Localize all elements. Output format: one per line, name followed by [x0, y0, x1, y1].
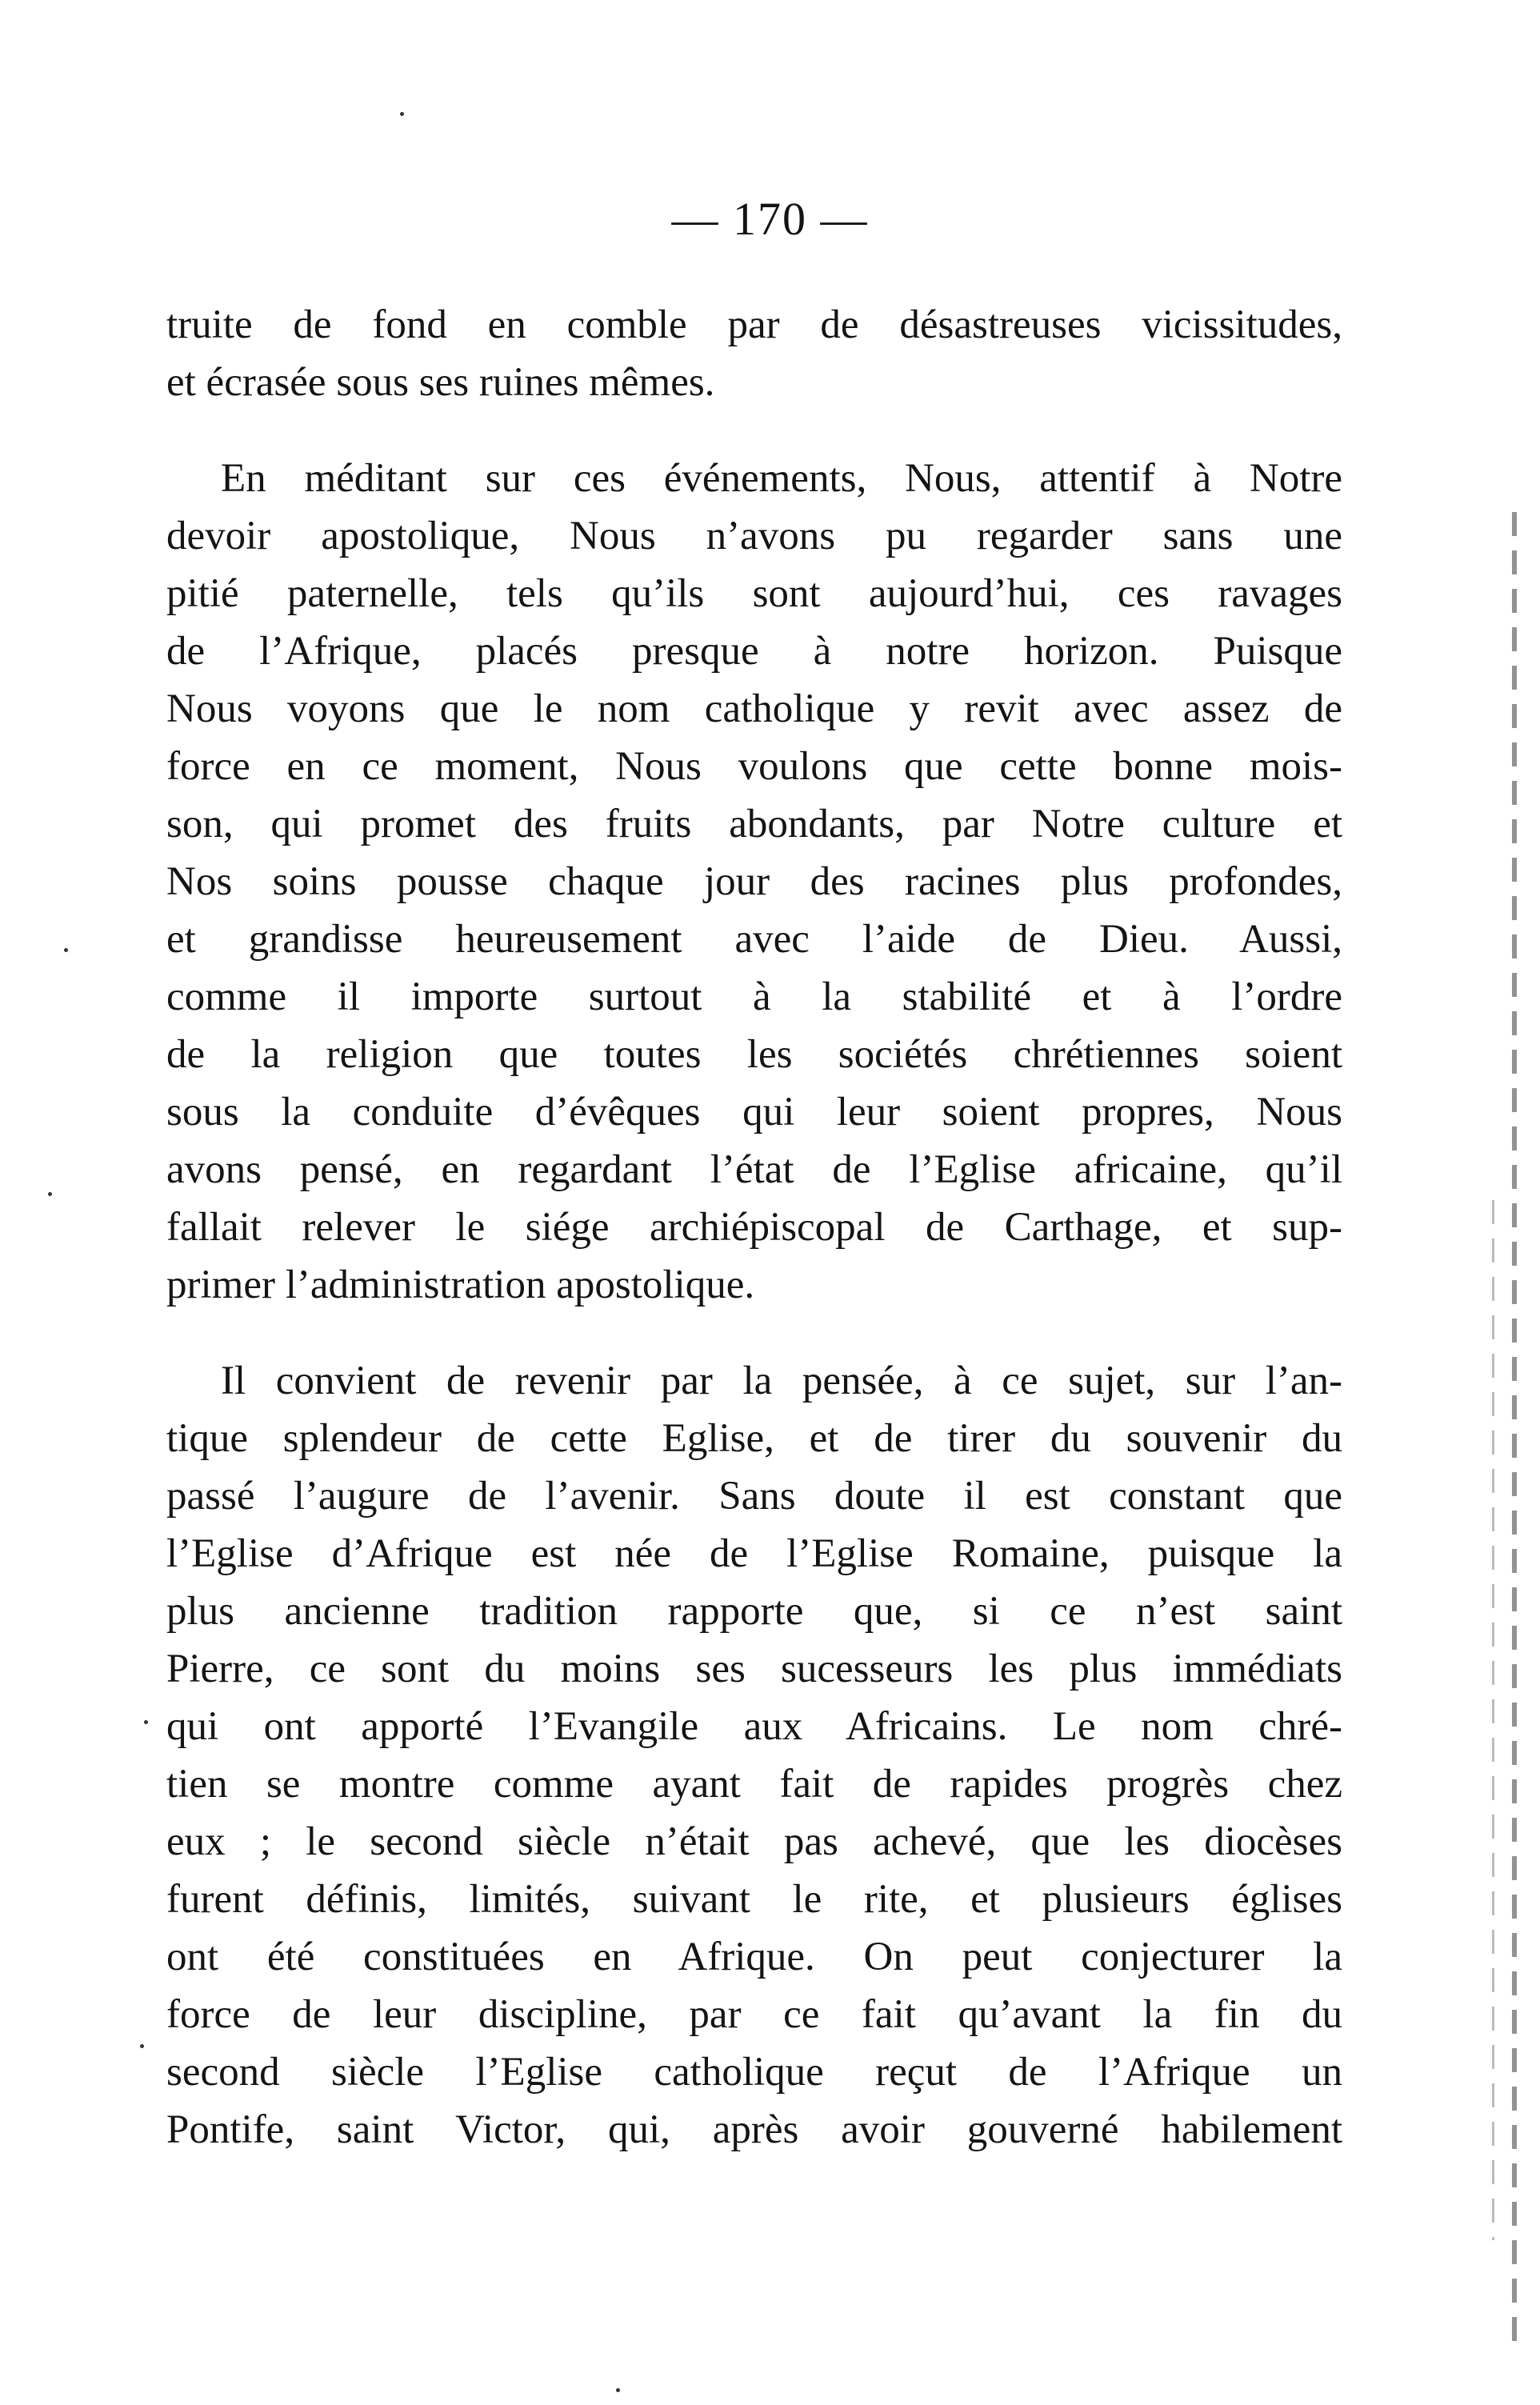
- paragraph-1: [166, 296, 1342, 411]
- text-line: tique splendeur de cette Eglise, et de tirer du souvenir du: [166, 1416, 1342, 1461]
- text-line: sous la conduite d’évêques qui leur soient propres, Nous: [166, 1090, 1342, 1134]
- text-line: furent définis, limités, suivant le rite, et plusieurs églises: [166, 1877, 1342, 1922]
- text-line: force en ce moment, Nous voulons que cette bonne mois-: [166, 744, 1342, 789]
- paper-speck: [400, 112, 404, 116]
- text-line: primer l’administration apostolique.: [166, 1263, 755, 1307]
- paragraph-3: [166, 1352, 1342, 2159]
- text-line: En méditant sur ces événements, Nous, attentif à Notre: [221, 456, 1342, 501]
- text-line: second siècle l’Eglise catholique reçut de l’Afrique un: [166, 2050, 1342, 2095]
- text-line: l’Eglise d’Afrique est née de l’Eglise Romaine, puisque la: [166, 1531, 1342, 1576]
- text-line: de l’Afrique, placés presque à notre horizon. Puisque: [166, 629, 1342, 674]
- paper-speck: [140, 2044, 144, 2048]
- page-binding-edge-inner: [1492, 1200, 1494, 2240]
- body-text: [166, 296, 1342, 2159]
- text-line: avons pensé, en regardant l’état de l’Eglise africaine, qu’il: [166, 1147, 1342, 1192]
- text-line: son, qui promet des fruits abondants, par Notre culture et: [166, 802, 1342, 846]
- text-line: pitié paternelle, tels qu’ils sont aujourd’hui, ces ravages: [166, 571, 1342, 616]
- text-line: eux ; le second siècle n’était pas achevé, que les diocèses: [166, 1819, 1342, 1864]
- paper-speck: [48, 1192, 52, 1196]
- text-line: comme il importe surtout à la stabilité et à l’ordre: [166, 974, 1342, 1019]
- text-line: devoir apostolique, Nous n’avons pu regarder sans une: [166, 514, 1342, 558]
- text-line: Pontife, saint Victor, qui, après avoir gouverné habilement: [166, 2107, 1342, 2152]
- text-line: ont été constituées en Afrique. On peut conjecturer la: [166, 1935, 1342, 1979]
- text-line: truite de fond en comble par de désastreuses vicissitudes,: [166, 302, 1342, 347]
- text-line: force de leur discipline, par ce fait qu’avant la fin du: [166, 1992, 1342, 2037]
- text-line: Pierre, ce sont du moins ses sucesseurs les plus immédiats: [166, 1647, 1342, 1691]
- page-number: — 170 —: [671, 193, 869, 245]
- text-line: passé l’augure de l’avenir. Sans doute il est constant que: [166, 1474, 1342, 1519]
- paper-speck: [64, 948, 68, 952]
- text-line: qui ont apporté l’Evangile aux Africains. Le nom chré-: [166, 1704, 1342, 1749]
- text-line: et grandisse heureusement avec l’aide de Dieu. Aussi,: [166, 917, 1342, 962]
- text-line: et écrasée sous ses ruines mêmes.: [166, 360, 715, 405]
- text-line: de la religion que toutes les sociétés chrétiennes soient: [166, 1032, 1342, 1077]
- paragraph-2: [166, 450, 1342, 1314]
- text-line: tien se montre comme ayant fait de rapides progrès chez: [166, 1762, 1342, 1807]
- page-binding-edge: [1512, 512, 1517, 2352]
- text-line: Nous voyons que le nom catholique y revit avec assez de: [166, 686, 1342, 731]
- text-line: Il convient de revenir par la pensée, à ce sujet, sur l’an-: [221, 1359, 1342, 1403]
- text-line: plus ancienne tradition rapporte que, si ce n’est saint: [166, 1589, 1342, 1634]
- text-line: fallait relever le siége archiépiscopal de Carthage, et sup-: [166, 1205, 1342, 1250]
- text-line: Nos soins pousse chaque jour des racines plus profondes,: [166, 859, 1342, 904]
- paper-speck: [144, 1720, 148, 1724]
- paper-speck: [616, 2388, 620, 2392]
